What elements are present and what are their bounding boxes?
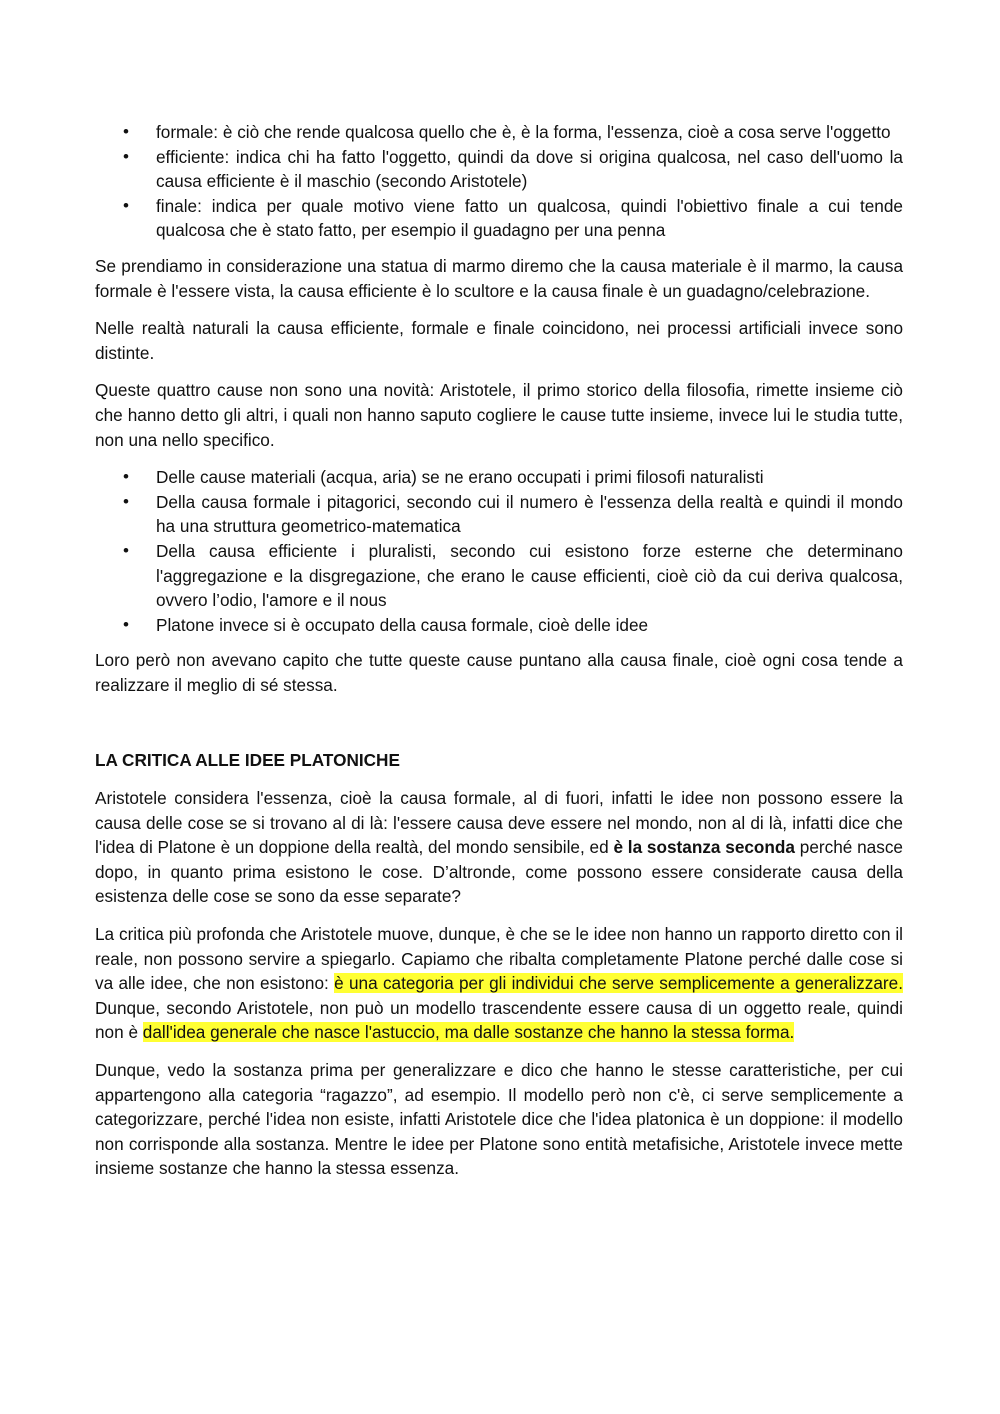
paragraph-final-cause: Loro però non avevano capito che tutte queste cause puntano alla causa finale, cioè ogni cosa tende a realizzare il meglio di sé stessa. xyxy=(95,650,903,695)
paragraph-natural-realities: Nelle realtà naturali la causa efficiente, formale e finale coincidono, nei processi artificiali invece sono distinte. xyxy=(95,318,903,363)
bold-text: è la sostanza seconda xyxy=(613,837,795,858)
list-item: • finale: indica per quale motivo viene fatto un qualcosa, quindi l'obiettivo finale a cui tende qualcosa che è stato fatto, per esempio il guadagno per una penna xyxy=(95,194,903,243)
text-run: perché nasce dopo, in quanto prima esistono le cose. D’altronde, come possono essere considerate causa della esistenza delle cose se sono da esse separate? xyxy=(95,837,903,907)
document-page xyxy=(95,120,903,1194)
text-run: Aristotele considera l'essenza, cioè la causa formale, al di fuori, infatti le idee non possono essere la causa delle cose se si trovano al di là: l'essere causa deve essere nel mondo, non al di là, infatti dice che l'idea di Platone è un doppione della realtà, del mondo sensibile, ed xyxy=(95,788,903,858)
paragraph-critique xyxy=(95,922,903,1045)
section-heading: LA CRITICA ALLE IDEE PLATONICHE xyxy=(95,750,400,771)
paragraph-four-causes: Queste quattro cause non sono una novità: Aristotele, il primo storico della filosofia, rimette insieme ciò che hanno detto gli altri, i quali non hanno saputo cogliere le cause tutte insieme, invece lui le studia tutte, non una nello specifico. xyxy=(95,380,903,450)
causes-list xyxy=(95,120,903,243)
paragraph-statue-example: Se prendiamo in considerazione una statua di marmo diremo che la causa materiale è il marmo, la causa formale è l'essere vista, la causa efficiente è lo scultore e la causa finale è un guadagno/celebrazione. xyxy=(95,255,903,301)
text-run: Dunque, secondo Aristotele, non può un modello trascendente essere causa di un oggetto reale, quindi non è xyxy=(95,997,903,1043)
highlighted-text: dall'idea generale che nasce l'astuccio, ma dalle sostanze che hanno la stessa forma. xyxy=(142,1022,795,1043)
list-item: • Delle cause materiali (acqua, aria) se ne erano occupati i primi filosofi naturalisti xyxy=(95,465,903,490)
paragraph-essence xyxy=(95,786,903,909)
predecessors-list xyxy=(95,465,903,637)
text-run: La critica più profonda che Aristotele muove, dunque, è che se le idee non hanno un rapporto diretto con il reale, non possono servire a spiegarlo. Capiamo che ribalta completamente Platone perché dalle cose si va alle idee, che non esistono: xyxy=(95,924,903,994)
list-item: • Platone invece si è occupato della causa formale, cioè delle idee xyxy=(95,613,903,638)
list-item: • efficiente: indica chi ha fatto l'oggetto, quindi da dove si origina qualcosa, nel caso dell'uomo la causa efficiente è il maschio (secondo Aristotele) xyxy=(95,145,903,194)
spacer xyxy=(95,710,903,748)
highlighted-text: è una categoria per gli individui che serve semplicemente a generalizzare. xyxy=(334,973,903,994)
list-item: • Della causa efficiente i pluralisti, secondo cui esistono forze esterne che determinano l'aggregazione e la disgregazione, che erano le cause efficienti, cioè ciò da cui deriva qualcosa, ovvero l’odio, l'amore e il nous xyxy=(95,539,903,613)
list-item: • formale: è ciò che rende qualcosa quello che è, è la forma, l'essenza, cioè a cosa serve l'oggetto xyxy=(95,120,903,145)
list-item: • Della causa formale i pitagorici, secondo cui il numero è l'essenza della realtà e quindi il mondo ha una struttura geometrico-matematica xyxy=(95,490,903,539)
paragraph-first-substance: Dunque, vedo la sostanza prima per generalizzare e dico che hanno le stesse caratteristiche, per cui appartengono alla categoria “ragazzo”, ad esempio. Il modello però non c'è, ci serve semplicemente a categorizzare, perché l'idea non esiste, infatti Aristotele dice che l'idea platonica è un doppione: il modello non corrisponde alla sostanza. Mentre le idee per Platone sono entità metafisiche, Aristotele invece mette insieme sostanze che hanno la stessa essenza. xyxy=(95,1060,903,1179)
